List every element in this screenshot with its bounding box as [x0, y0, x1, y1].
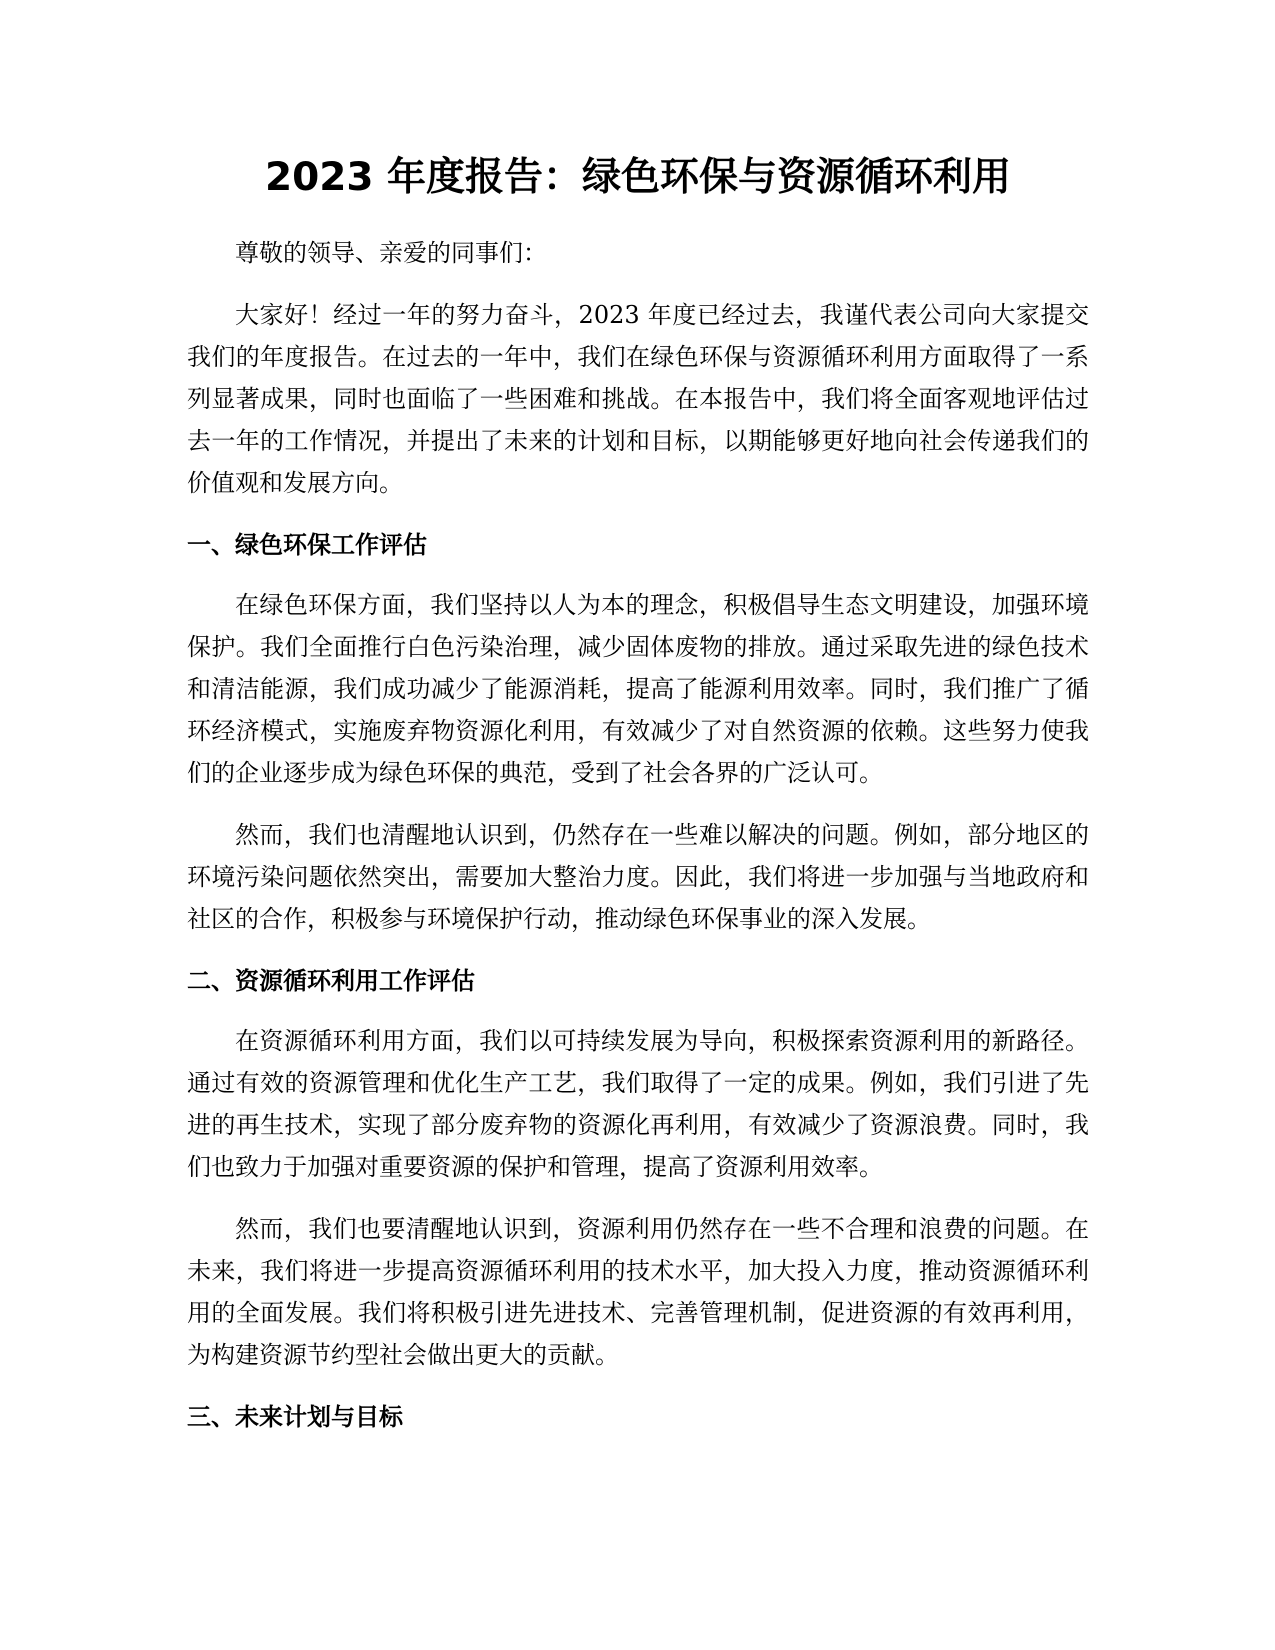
section-heading-future-plans: 三、未来计划与目标 [187, 1403, 403, 1431]
section-heading-green-environment: 一、绿色环保工作评估 [187, 531, 427, 559]
section-paragraph: 然而，我们也要清醒地认识到，资源利用仍然存在一些不合理和浪费的问题。在未来，我们将进一步提高资源循环利用的技术水平，加大投入力度，推动资源循环利用的全面发展。我们将积极引进先进技术、完善管理机制，促进资源的有效再利用，为构建资源节约型社会做出更大的贡献。 [187, 1215, 1089, 1369]
intro-paragraph: 大家好！经过一年的努力奋斗，2023 年度已经过去，我谨代表公司向大家提交我们的年度报告。在过去的一年中，我们在绿色环保与资源循环利用方面取得了一系列显著成果，同时也面临了一些困难和挑战。在本报告中，我们将全面客观地评估过去一年的工作情况，并提出了未来的计划和目标，以期能够更好地向社会传递我们的价值观和发展方向。 [187, 301, 1089, 497]
section-paragraph: 然而，我们也清醒地认识到，仍然存在一些难以解决的问题。例如，部分地区的环境污染问题依然突出，需要加大整治力度。因此，我们将进一步加强与当地政府和社区的合作，积极参与环境保护行动，推动绿色环保事业的深入发展。 [187, 821, 1089, 933]
document-page [187, 150, 1089, 1456]
section-heading-resource-recycling: 二、资源循环利用工作评估 [187, 967, 475, 995]
section-paragraph: 在资源循环利用方面，我们以可持续发展为导向，积极探索资源利用的新路径。通过有效的资源管理和优化生产工艺，我们取得了一定的成果。例如，我们引进了先进的再生技术，实现了部分废弃物的资源化再利用，有效减少了资源浪费。同时，我们也致力于加强对重要资源的保护和管理，提高了资源利用效率。 [187, 1027, 1089, 1181]
section-paragraph: 在绿色环保方面，我们坚持以人为本的理念，积极倡导生态文明建设，加强环境保护。我们全面推行白色污染治理，减少固体废物的排放。通过采取先进的绿色技术和清洁能源，我们成功减少了能源消耗，提高了能源利用效率。同时，我们推广了循环经济模式，实施废弃物资源化利用，有效减少了对自然资源的依赖。这些努力使我们的企业逐步成为绿色环保的典范，受到了社会各界的广泛认可。 [187, 591, 1089, 787]
salutation: 尊敬的领导、亲爱的同事们： [235, 239, 547, 267]
document-title: 2023 年度报告：绿色环保与资源循环利用 [264, 155, 1012, 200]
